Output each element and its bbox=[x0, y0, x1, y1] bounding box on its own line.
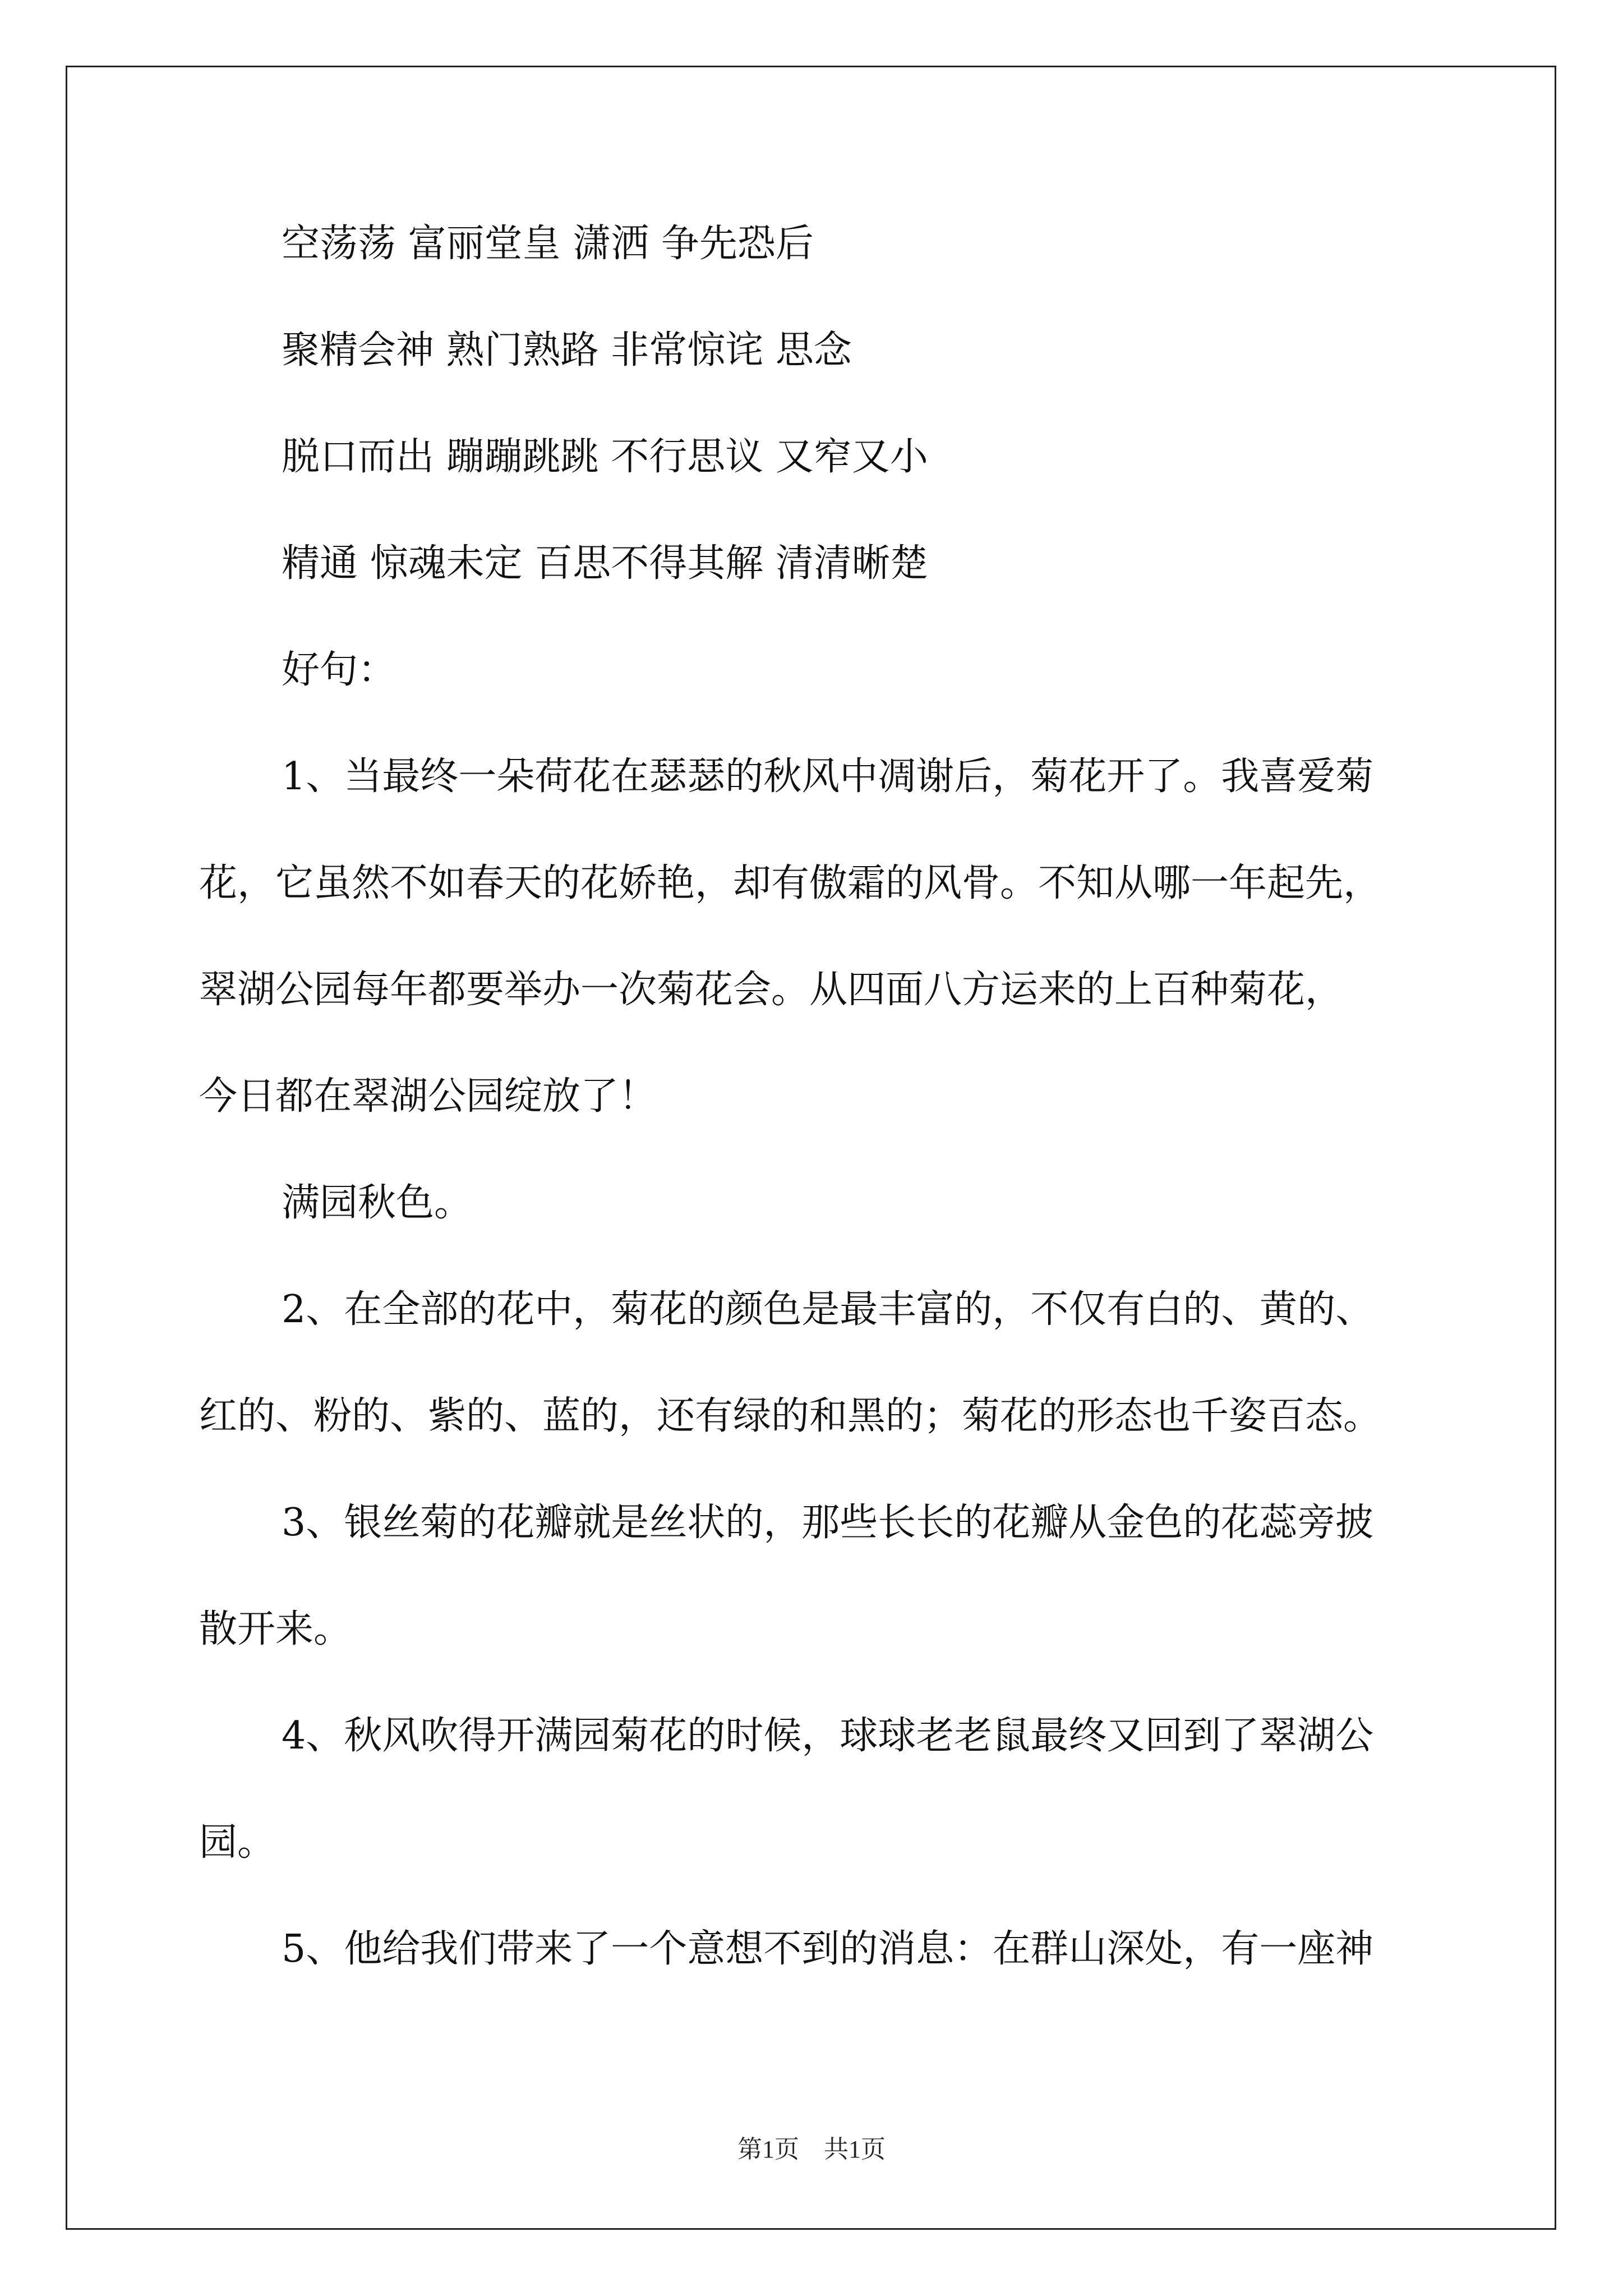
paragraph-5-line-1: 4、秋风吹得开满园菊花的时候，球球老老鼠最终又回到了翠湖公 bbox=[282, 1714, 1374, 1758]
paragraph-1-line-1: 1、当最终一朵荷花在瑟瑟的秋风中凋谢后，菊花开了。我喜爱菊 bbox=[282, 754, 1374, 799]
page-number-footer: 第1页 共1页 bbox=[737, 2136, 886, 2163]
paragraph-1-line-2: 花，它虽然不如春天的花娇艳，却有傲霜的风骨。不知从哪一年起先， bbox=[199, 861, 1382, 905]
vocab-row-1: 空荡荡 富丽堂皇 潇洒 争先恐后 bbox=[282, 222, 814, 266]
paragraph-2-line-1: 满园秋色。 bbox=[282, 1181, 473, 1225]
vocab-row-3: 脱口而出 蹦蹦跳跳 不行思议 又窄又小 bbox=[282, 435, 928, 479]
paragraph-4-line-1: 3、银丝菊的花瓣就是丝状的，那些长长的花瓣从金色的花蕊旁披 bbox=[282, 1501, 1374, 1545]
paragraph-3-line-2: 红的、粉的、紫的、蓝的，还有绿的和黑的；菊花的形态也千姿百态。 bbox=[199, 1394, 1382, 1438]
paragraph-1-line-4: 今日都在翠湖公园绽放了！ bbox=[199, 1074, 657, 1119]
paragraph-1-line-3: 翠湖公园每年都要举办一次菊花会。从四面八方运来的上百种菊花， bbox=[199, 968, 1344, 1012]
vocab-row-4: 精通 惊魂未定 百思不得其解 清清晰楚 bbox=[282, 541, 928, 586]
sentences-heading: 好句： bbox=[282, 648, 396, 692]
paragraph-4-line-2: 散开来。 bbox=[199, 1607, 352, 1651]
paragraph-5-line-2: 园。 bbox=[199, 1820, 276, 1865]
page-border bbox=[66, 66, 1556, 2230]
vocab-row-2: 聚精会神 熟门熟路 非常惊诧 思念 bbox=[282, 328, 852, 372]
paragraph-3-line-1: 2、在全部的花中，菊花的颜色是最丰富的，不仅有白的、黄的、 bbox=[282, 1287, 1374, 1332]
paragraph-6-line-1: 5、他给我们带来了一个意想不到的消息：在群山深处，有一座神 bbox=[282, 1927, 1374, 1971]
